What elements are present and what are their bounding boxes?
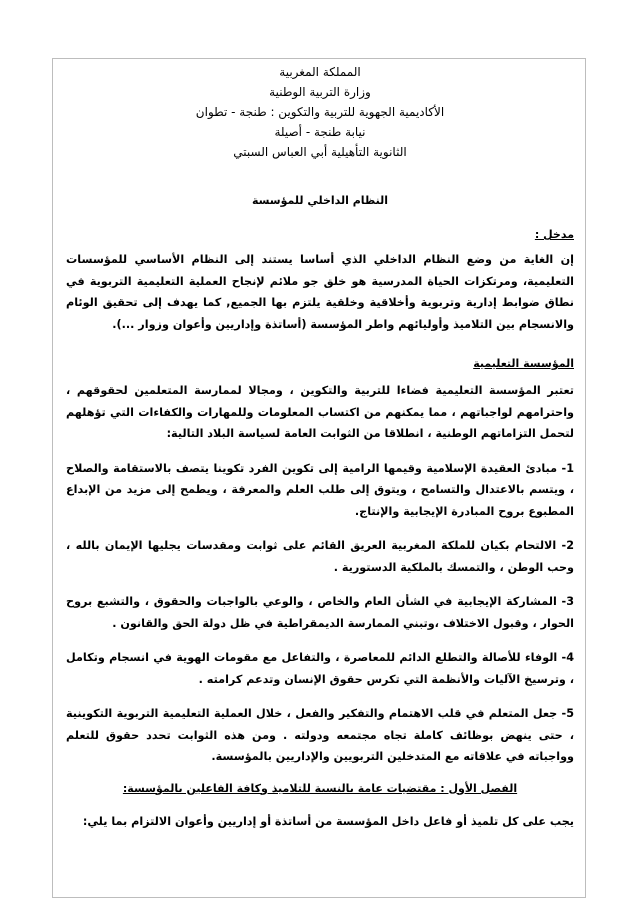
intro-heading: مدخل :	[534, 228, 574, 241]
principle-item-3: 3- المشاركة الإيجابية في الشأن العام والخاص ، والوعي بالواجبات والحقوق ، والتشبع بروح الحوار ، وقبول الاختلاف ،وتبني الممارسة الديمقراطية في ظل دولة الحق والقانون .	[66, 595, 574, 630]
institution-paragraph: تعتبر المؤسسة التعليمية فضاءا للتربية والتكوين ، ومجالا لممارسة المتعلمين لحقوقهم ، واحترامهم لواجباتهم ، مما يمكنهم من اكتساب المعلومات وللمهارات والكفاءات التي تؤهلهم لتحمل التزاماتهم الوطنية ، انطلاقا من الثوابت العامة لسياسة البلاد التالية:	[66, 384, 574, 440]
school-line: الثانوية التأهيلية أبي العباس السبتي	[233, 145, 407, 159]
document-title: النظام الداخلي للمؤسسة	[251, 194, 389, 207]
ministry-line: وزارة التربية الوطنية	[269, 85, 371, 99]
institution-heading: المؤسسة التعليمية	[473, 357, 574, 370]
principle-item-1: 1- مبادئ العقيدة الإسلامية وقيمها الرامية إلى تكوين الفرد تكوينا يتصف بالاستقامة والصلاح ، ويتسم بالاعتدال والتسامح ، ويتوق إلى طلب العلم والمعرفة ، ويطمح إلى مزيد من الإبداع المطبوع بروح المبادرة الإيجابية والإنتاج.	[66, 461, 574, 518]
intro-paragraph: إن الغاية من وضع النظام الداخلي الذي أساسا يستند إلى النظام الأساسي للمؤسسات التعليمية، ومرتكزات الحياة المدرسية هو خلق جو ملائم لإنجاح العملية التعليمية التربوية في نطاق ضوابط إدارية وتربوية وأخلاقية وخلقية يلتزم بها الجميع, كما يهدف إلى تحقيق الوئام والانسجام بين التلاميذ وأوليائهم واطر المؤسسة (أساتذة وإداريين وأعوان وزوار ...).	[66, 253, 574, 331]
document-page	[66, 62, 574, 832]
principle-item-2: 2- الالتحام بكيان للملكة المغربية العريق القائم على ثوابت ومقدسات يجليها الإيمان بالله ، وحب الوطن ، والتمسك بالملكية الدستورية .	[66, 539, 574, 574]
directorate-line: نيابة طنجة - أصيلة	[274, 125, 366, 139]
chapter-1-paragraph: يجب على كل تلميذ أو فاعل داخل المؤسسة من أساتذة أو إداريين وأعوان الالتزام بما يلي:	[82, 814, 574, 828]
academy-line: الأكاديمية الجهوية للتربية والتكوين : طنجة - تطوان	[195, 105, 445, 119]
principle-item-4: 4- الوفاء للأصالة والتطلع الدائم للمعاصرة ، والتفاعل مع مقومات الهوية في انسجام وتكامل ، وترسيخ الآليات والأنظمة التي تكرس حقوق الإنسان وتدعم كرامته .	[66, 651, 574, 686]
chapter-1-heading: الفصل الأول : مقتضيات عامة بالنسبة للتلاميذ وكافة الفاعلين بالمؤسسة:	[122, 781, 518, 795]
letterhead	[66, 62, 574, 162]
kingdom-line: المملكة المغربية	[279, 65, 361, 79]
principle-item-5: 5- جعل المتعلم في قلب الاهتمام والتفكير والفعل ، خلال العملية التعليمية التربوية التكوينية ، حتى ينهض بوظائف كاملة تجاه مجتمعه ودولته . ومن هذه الثوابت تحدد حقوق للتعلم وواجباته في علاقاته مع المتدخلين التربويين والإداريين بالمؤسسة.	[66, 707, 574, 763]
